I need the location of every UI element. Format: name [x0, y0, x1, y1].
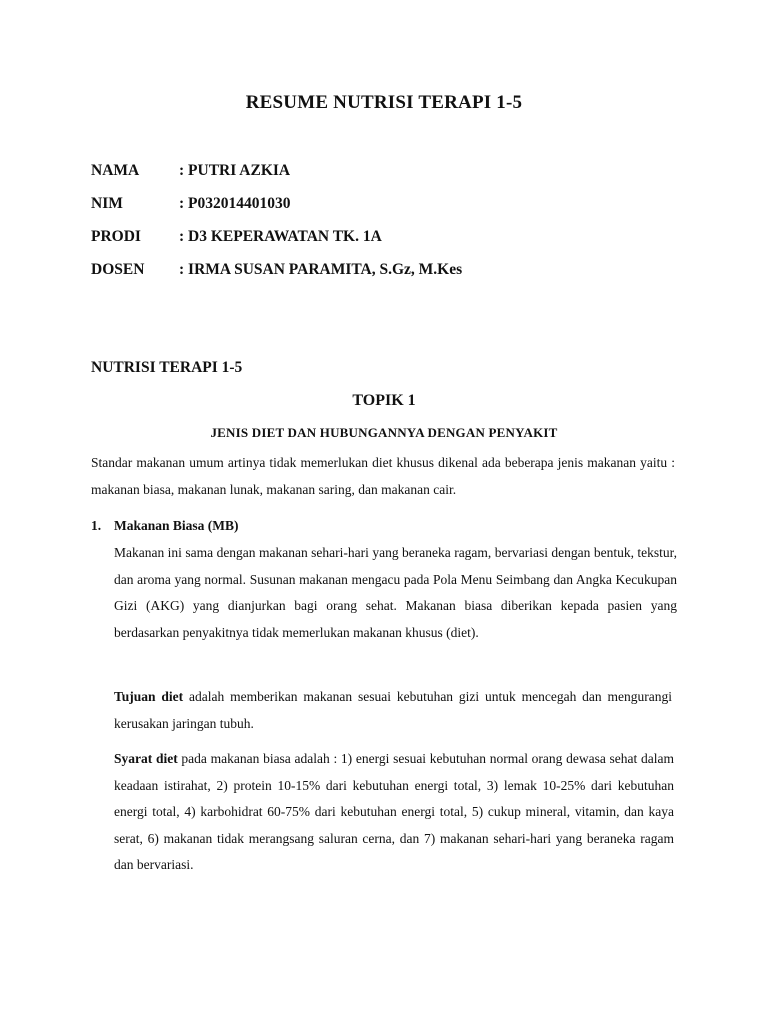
info-label: DOSEN [91, 261, 145, 278]
topic-title: TOPIK 1 [352, 392, 416, 409]
info-value: : P032014401030 [179, 195, 291, 212]
topic-subtitle: JENIS DIET DAN HUBUNGANNYA DENGAN PENYAKIT [210, 425, 558, 440]
tujuan-lead: Tujuan diet [114, 689, 184, 704]
info-value: : D3 KEPERAWATAN TK. 1A [179, 228, 382, 245]
info-label: NIM [91, 195, 123, 212]
list-item-title: Makanan Biasa (MB) [114, 518, 239, 533]
info-value: : IRMA SUSAN PARAMITA, S.Gz, M.Kes [179, 261, 463, 278]
info-row-prodi [91, 228, 691, 246]
syarat-paragraph [114, 746, 674, 879]
syarat-lead: Syarat diet [114, 751, 178, 766]
info-label: PRODI [91, 228, 141, 245]
tujuan-paragraph [114, 684, 672, 737]
intro-paragraph: Standar makanan umum artinya tidak memerlukan diet khusus dikenal ada beberapa jenis makanan yaitu : makanan biasa, makanan lunak, makanan saring, dan makanan cair. [91, 455, 675, 497]
section-heading: NUTRISI TERAPI 1-5 [91, 359, 243, 376]
tujuan-text: adalah memberikan makanan sesuai kebutuhan gizi untuk mencegah dan mengurangi kerusakan jaringan tubuh. [114, 689, 673, 731]
info-label: NAMA [91, 162, 140, 179]
info-value: : PUTRI AZKIA [179, 162, 291, 179]
info-row-nama [91, 162, 691, 180]
info-row-nim [91, 195, 691, 213]
list-item-description: Makanan ini sama dengan makanan sehari-hari yang beraneka ragam, bervariasi dengan bentuk, tekstur, dan aroma yang normal. Susunan makanan mengacu pada Pola Menu Seimbang dan Angka Kecukupan Gizi (AKG) yang dianjurkan bagi orang sehat. Makanan biasa diberikan kepada pasien yang berdasarkan penyakitnya tidak memerlukan makanan khusus (diet). [114, 545, 677, 640]
info-row-dosen [91, 261, 691, 279]
document-title: RESUME NUTRISI TERAPI 1-5 [245, 92, 523, 113]
syarat-text: pada makanan biasa adalah : 1) energi sesuai kebutuhan normal orang dewasa sehat dalam keadaan istirahat, 2) protein 10-15% dari kebutuhan energi total, 3) lemak 10-25% dari kebutuhan energi total, 4) karbohidrat 60-75% dari kebutuhan energi total, 5) cukup mineral, vitamin, dan kaya serat, 6) makanan tidak merangsang saluran cerna, dan 7) makanan sehari-hari yang beraneka ragam dan bervariasi. [114, 751, 674, 872]
list-number: 1. [91, 518, 102, 533]
